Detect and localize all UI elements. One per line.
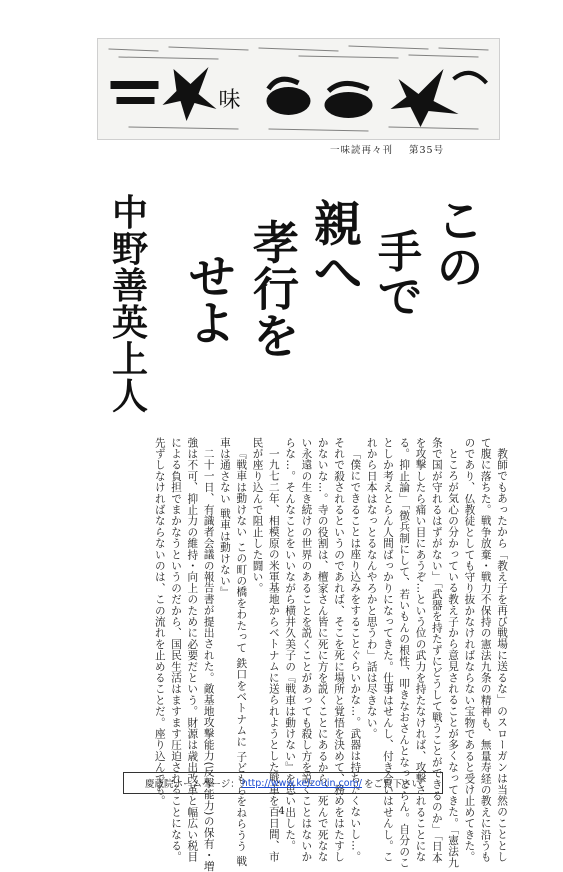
homepage-suffix: をご覧下さい bbox=[364, 779, 422, 790]
calligraphy-char: よ bbox=[189, 296, 235, 351]
page-number: 4 bbox=[278, 806, 285, 817]
issue-number: 第35号 bbox=[409, 145, 445, 156]
paragraph: ところが気心の分かっている教え子から意見されることが多くなってきた。「憲法九条で国が守れるはずがない」「武器を持たずにどうして戦うことができるのか」「日本を攻撃したら痛い目にあうぞ…という位の武力を持たなければ、攻撃されることになる。抑止論」「徴兵制にして、若いもんの根性、叩きなおさんとなっとらん。自分のことしか考えとらん人間ばっかりになってきた。仕事はせんし、付き合いはせんし。これから日本はなっとるなんやろかと思うわ」話は尽きない。 bbox=[365, 437, 460, 869]
paragraph: 一九七二年、相模原の米軍基地からベトナムに送られようとした戦車を百日間、市民が座り込んで阻止した闘い。 bbox=[251, 437, 280, 862]
calligraphy-char: 英 bbox=[111, 301, 149, 344]
calligraphy-char: の bbox=[437, 240, 483, 295]
issue-line bbox=[330, 142, 444, 156]
paragraph: 二十一日、有識者会議の報告書が提出された。敵基地攻撃能力(反撃能力)の保有・増強は不可、抑止力の維持・向上のために必要だという。財源は歳出改革と幅広い税目による負担でまかなうというのだから、国民生活はますます圧迫されることになる。先ずしなければならないのは、この流れを止めることだ。座り込んでも。 bbox=[153, 437, 215, 872]
calligraphy-char: 行 bbox=[253, 262, 299, 317]
calligraphy-char: 孝 bbox=[253, 215, 299, 270]
paragraph: 『戦車は動けない この町の橋をわたって 鉄口をベトナムに 子どもらをねらうう 戦車は通さない 戦車は動けない』 bbox=[218, 437, 248, 867]
calligraphy-char: 手 bbox=[378, 227, 422, 279]
homepage-label: 慶蔵院ホームページ： bbox=[144, 779, 240, 790]
calligraphy-char: 親 bbox=[313, 196, 363, 253]
masthead-woodblock bbox=[97, 38, 500, 140]
paragraph: 「僕にできることは座り込みをすることぐらいかな…。武器は持ちたくないし…。それで殺されるというのであれば、そこを死に場所と覚悟を決めて、務めをはたすしかないな…。寺の役割は、檀家さん皆に死に方を説くことにあるから、死んで死なない永遠の生き続けの世界のあることを説くことがあっても殺し方を説くことはないからな…。そんなことをいいながら横井久美子の『戦車は動けない』を思い出した。 bbox=[284, 437, 362, 863]
calligraphy-char: へ bbox=[313, 245, 363, 302]
calligraphy-char: せ bbox=[189, 249, 235, 304]
calligraphy-char: 中 bbox=[111, 191, 149, 234]
homepage-banner bbox=[123, 772, 443, 794]
calligraphy-art bbox=[100, 160, 500, 430]
calligraphy-char: こ bbox=[437, 193, 483, 248]
calligraphy-char: 野 bbox=[111, 228, 149, 271]
issue-series: 一味読再々刊 bbox=[330, 145, 394, 156]
homepage-link[interactable]: http://www.keizouin.com/ bbox=[241, 777, 362, 789]
calligraphy-char: 善 bbox=[111, 265, 149, 308]
paragraph: 教師でもあったから「教え子を再び戦場に送るな」のスローガンは当然のこととして腹に落ちた。戦争放棄・戦力不保持の憲法九条の精神も、無量寿経の教えに沿うものであり、仏教徒としても守り抜かなければならない宝物であると受け止めてきた。 bbox=[463, 437, 508, 863]
calligraphy-char: 人 bbox=[111, 375, 149, 418]
calligraphy bbox=[100, 160, 500, 430]
calligraphy-char: を bbox=[253, 309, 299, 364]
masthead-title-text: 味 bbox=[218, 88, 241, 113]
masthead-art bbox=[98, 39, 499, 139]
calligraphy-char: 上 bbox=[111, 338, 149, 381]
calligraphy-char: で bbox=[378, 272, 422, 324]
